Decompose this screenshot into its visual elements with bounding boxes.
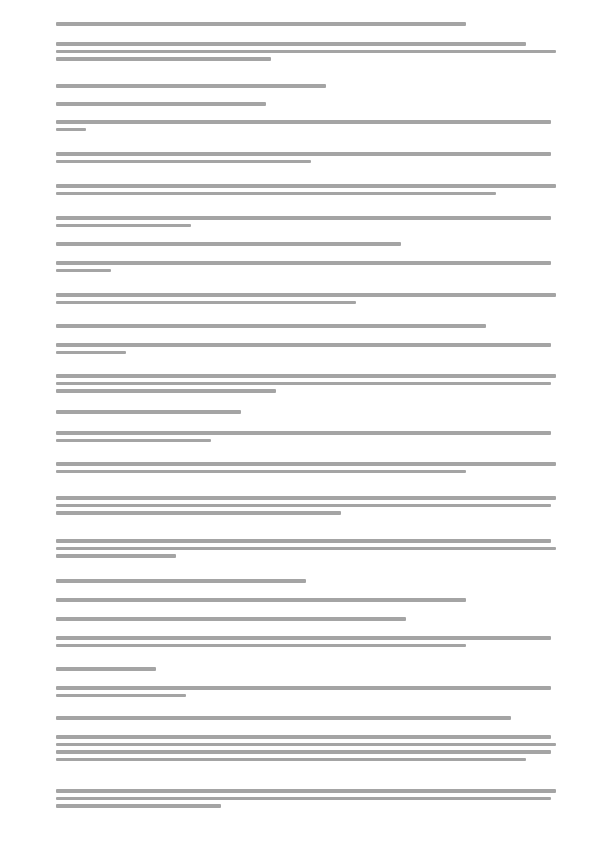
paragraph-16: [56, 289, 556, 308]
paragraph-18: [56, 427, 556, 446]
paragraph-13: [56, 212, 556, 231]
paragraph-16-bullet-3: [56, 370, 556, 397]
paragraph-8: [56, 80, 556, 92]
paragraph-20-bullet-3: [56, 613, 556, 625]
paragraph-12: [56, 180, 556, 199]
paragraph-9: [56, 98, 556, 110]
paragraph-6: [56, 18, 556, 30]
paragraph-20: [56, 535, 556, 562]
paragraph-14: [56, 238, 556, 250]
paragraph-19: [56, 492, 556, 519]
paragraph-20-bullet-1: [56, 575, 556, 587]
paragraph-20-bullet-4: [56, 632, 556, 651]
paragraph-17: [56, 406, 556, 418]
paragraph-22: [56, 712, 556, 724]
paragraph-20-bullet-2: [56, 594, 556, 606]
paragraph-final: [56, 785, 556, 812]
paragraph-15: [56, 257, 556, 276]
paragraph-11: [56, 148, 556, 167]
paragraph-21: [56, 682, 556, 701]
paragraph-10: [56, 116, 556, 135]
paragraph-16-bullet-2: [56, 339, 556, 358]
paragraph-23: [56, 731, 556, 766]
paragraph-7: [56, 38, 556, 65]
paragraph-16-bullet-1: [56, 320, 556, 332]
paragraph-18-footnote: [56, 458, 556, 477]
paragraph-20-bullet-5: [56, 663, 556, 675]
